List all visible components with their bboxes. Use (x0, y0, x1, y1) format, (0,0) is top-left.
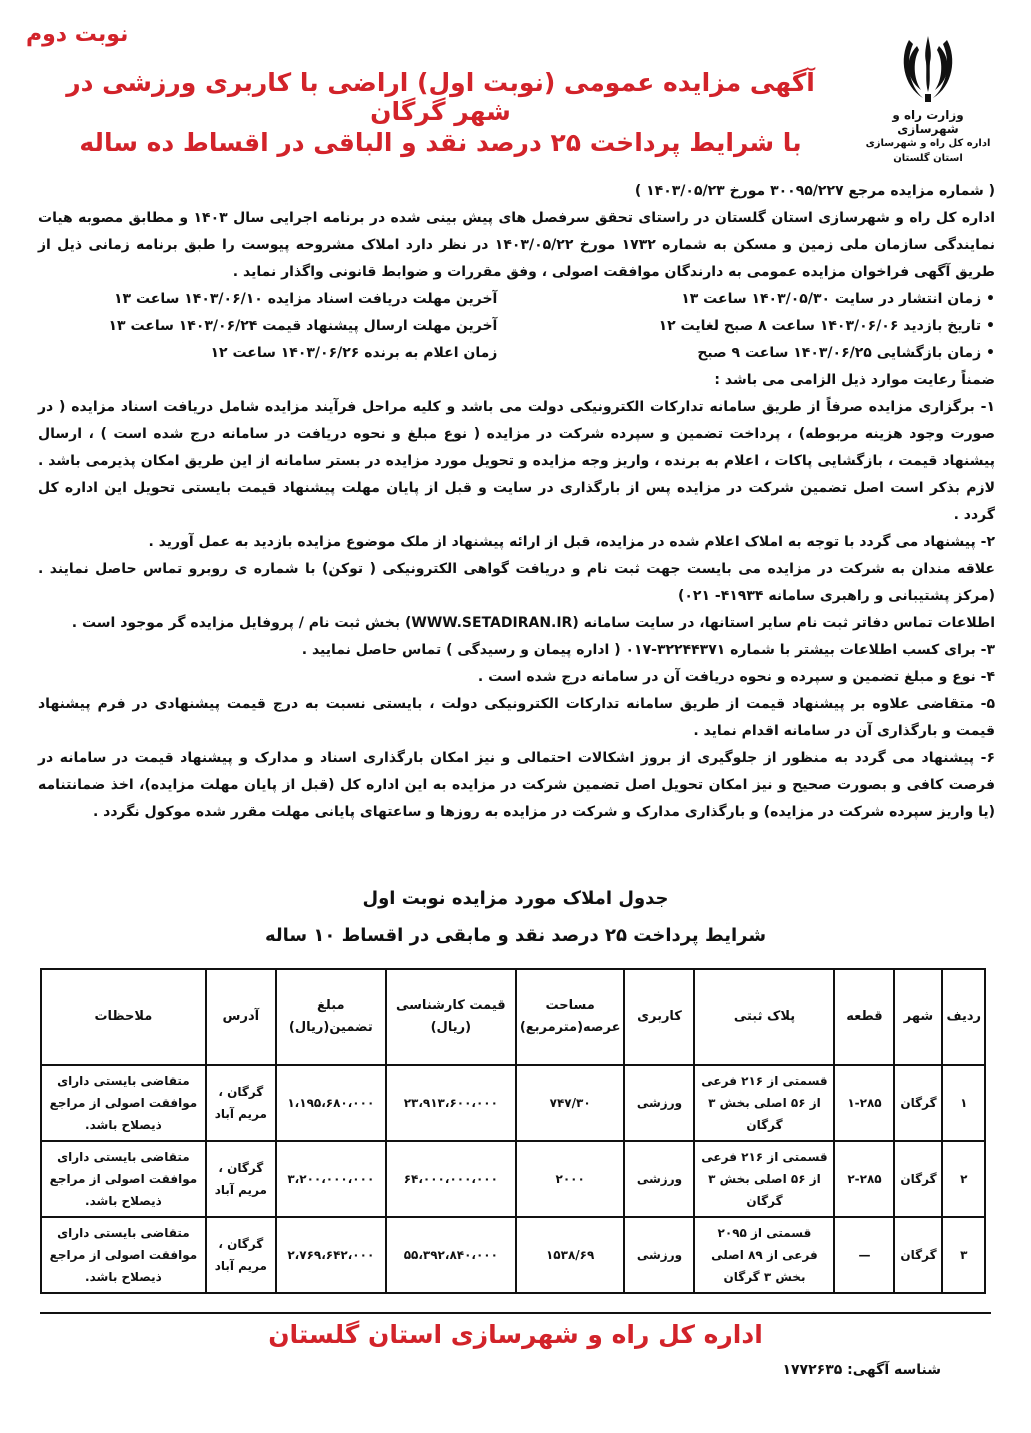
table-cell: ۷۴۷/۳۰ (516, 1065, 625, 1141)
table-cell: قسمتی از ۲۱۶ فرعی از ۵۶ اصلی بخش ۳ گرگان (694, 1141, 834, 1217)
condition-item: علاقه مندان به شرکت در مزایده می بایست جهت ثبت نام و دریافت گواهی الکترونیکی ( توکن) با شماره ی روبرو تماس حاصل نمایند . (مرکز پشتیبانی و راهبری سامانه ۴۱۹۳۴- ۰۲۱) (38, 561, 995, 604)
table-cell: ورزشی (624, 1217, 694, 1293)
condition-item: ۴- نوع و مبلغ تضمین و سپرده و نحوه دریافت آن در سامانه درج شده است . (477, 669, 995, 685)
table-cell: گرگان (894, 1141, 942, 1217)
table-cell: — (834, 1217, 894, 1293)
intro-paragraph: اداره کل راه و شهرسازی استان گلستان در راستای تحقق سرفصل های پیش بینی شده در برنامه اجرایی سال ۱۴۰۳ و مطابق مصوبه هیات نمایندگی سازمان ملی زمین و مسکن به شماره ۱۷۳۲ مورخ ۱۴۰۳/۰۵/۲۲ در نظر دارد املاک مشروحه پیوست را طبق برنامه زمانی ذیل از طریق آگهی فراخوان مزایده عمومی به دارندگان موافقت اصولی ، وفق مقررات و ضوابط قانونی واگذار نماید . (38, 210, 996, 280)
col-header: آدرس (206, 969, 276, 1065)
footer-divider (40, 1312, 991, 1314)
schedule-item: • تاریخ بازدید ۱۴۰۳/۰۶/۰۶ ساعت ۸ صبح لغایت ۱۲ (658, 318, 995, 334)
table-cell: ۱۵۳۸/۶۹ (516, 1217, 625, 1293)
property-table (40, 968, 986, 1294)
table-row (41, 1217, 985, 1293)
ad-body (38, 178, 995, 826)
table-row (41, 1141, 985, 1217)
condition-item: ۲- پیشنهاد می گردد با توجه به املاک اعلام شده در مزایده، قبل از ارائه پیشنهاد از ملک موضوع مزایده بازدید به عمل آورید . (148, 534, 995, 550)
ad-id: شناسه آگهی: ۱۷۷۲۶۳۵ (782, 1362, 941, 1378)
table-cell: ورزشی (624, 1065, 694, 1141)
table-cell: ۵۵،۳۹۲،۸۴۰،۰۰۰ (386, 1217, 516, 1293)
schedule-row (38, 340, 995, 367)
col-header: ملاحظات (41, 969, 206, 1065)
condition-item: ۳- برای کسب اطلاعات بیشتر با شماره ۳۲۲۴۴۳۷۱-۰۱۷ ( اداره پیمان و رسیدگی ) تماس حاصل نمایید . (301, 642, 995, 658)
col-header: قیمت کارشناسی (ریال) (386, 969, 516, 1065)
table-cell: ۱،۱۹۵،۶۸۰،۰۰۰ (276, 1065, 386, 1141)
condition-item: ۶- پیشنهاد می گردد به منظور از جلوگیری از بروز اشکالات احتمالی و نیز امکان بارگذاری اسناد و مدارک و پیشنهاد قیمت در سامانه در فرصت کافی و بصورت صحیح و نیز امکان تحویل اصل تضمین شرکت در مزایده به این اداره کل (قبل از پایان مهلت مزایده)، اخذ ضمانتنامه (یا واریز سپرده شرکت در مزایده) و بارگذاری مدارک و شرکت در مزایده به روزها و ساعتهای پایانی مهلت مقرر شده موکول نگردد . (38, 750, 995, 820)
col-header: مساحت عرصه(مترمربع) (516, 969, 625, 1065)
table-cell: ورزشی (624, 1141, 694, 1217)
table-cell: ۲۰۰۰ (516, 1141, 625, 1217)
table-row (41, 1065, 985, 1141)
iran-emblem-icon (899, 32, 957, 104)
condition-item: ۵- متقاضی علاوه بر پیشنهاد قیمت از طریق سامانه تدارکات الکترونیکی دولت ، بایستی نسبت به درج قیمت پیشنهادی در فرم پیشنهاد قیمت و بارگذاری آن در سامانه اقدام نماید . (38, 696, 995, 739)
table-cell: متقاضی بایستی دارای موافقت اصولی از مراجع ذیصلاح باشد. (41, 1141, 206, 1217)
table-cell: گرگان ، مریم آباد (206, 1141, 276, 1217)
ad-header (20, 10, 1011, 180)
table-cell: گرگان (894, 1065, 942, 1141)
schedule-item: • زمان انتشار در سایت ۱۴۰۳/۰۵/۳۰ ساعت ۱۳ (681, 291, 995, 307)
footer-organization: اداره کل راه و شهرسازی استان گلستان (268, 1320, 763, 1349)
table-cell: ۲ (942, 1141, 985, 1217)
ad-title-line2: با شرایط پرداخت ۲۵ درصد نقد و الباقی در اقساط ده ساله (79, 128, 802, 157)
col-header: کاربری (624, 969, 694, 1065)
table-cell: گرگان ، مریم آباد (206, 1217, 276, 1293)
table-header-row (41, 969, 985, 1065)
table-cell: ۲،۷۶۹،۶۴۲،۰۰۰ (276, 1217, 386, 1293)
schedule-item: آخرین مهلت ارسال پیشنهاد قیمت ۱۴۰۳/۰۶/۲۴ ساعت ۱۳ (108, 318, 498, 334)
round-tag: نوبت دوم (26, 22, 129, 47)
ad-title-line1: آگهی مزایده عمومی (نوبت اول) اراضی با کاربری ورزشی در شهر گرگان (66, 68, 815, 126)
schedule-row (38, 313, 995, 340)
reference-number: ( شماره مزایده مرجع ۳۰۰۹۵/۲۲۷ مورخ ۱۴۰۳/۰۵/۲۳ ) (634, 183, 995, 199)
table-cell: ۲-۲۸۵ (834, 1141, 894, 1217)
table-cell: قسمتی از ۲۰۹۵ فرعی از ۸۹ اصلی بخش ۳ گرگان (694, 1217, 834, 1293)
table-cell: ۶۴،۰۰۰،۰۰۰،۰۰۰ (386, 1141, 516, 1217)
table-cell: متقاضی بایستی دارای موافقت اصولی از مراجع ذیصلاح باشد. (41, 1065, 206, 1141)
table-title: جدول املاک مورد مزایده نوبت اول (362, 888, 669, 909)
condition-item: اطلاعات تماس دفاتر ثبت نام سایر استانها، در سایت سامانه (WWW.SETADIRAN.IR) بخش ثبت نام / پروفایل مزایده گر موجود است . (71, 615, 995, 631)
col-header: مبلغ تضمین(ریال) (276, 969, 386, 1065)
table-cell: ۱-۲۸۵ (834, 1065, 894, 1141)
col-header: شهر (894, 969, 942, 1065)
table-cell: ۳،۲۰۰،۰۰۰،۰۰۰ (276, 1141, 386, 1217)
requirements-note: ضمناً رعایت موارد ذیل الزامی می باشد : (714, 372, 995, 388)
ministry-name: وزارت راه و شهرسازی (892, 108, 964, 136)
schedule-item: • زمان بازگشایی ۱۴۰۳/۰۶/۲۵ ساعت ۹ صبح (697, 345, 995, 361)
col-header: ردیف (942, 969, 985, 1065)
ministry-emblem (863, 32, 993, 166)
table-cell: ۱ (942, 1065, 985, 1141)
dept-name-line1: اداره کل راه و شهرسازی (865, 138, 991, 149)
schedule-item: آخرین مهلت دریافت اسناد مزایده ۱۴۰۳/۰۶/۱۰ ساعت ۱۳ (113, 291, 498, 307)
schedule-item: زمان اعلام به برنده ۱۴۰۳/۰۶/۲۶ ساعت ۱۲ (210, 345, 498, 361)
table-subtitle: شرایط پرداخت ۲۵ درصد نقد و مابقی در اقساط ۱۰ ساله (264, 925, 767, 946)
col-header: پلاک ثبتی (694, 969, 834, 1065)
dept-name-line2: استان گلستان (893, 153, 963, 164)
table-cell: گرگان ، مریم آباد (206, 1065, 276, 1141)
condition-item: ۱- برگزاری مزایده صرفاً از طریق سامانه تدارکات الکترونیکی دولت می باشد و کلیه مراحل فرآیند مزایده شامل دریافت اسناد مزایده ( در صورت وجود هزینه مربوطه) ، پرداخت تضمین و سپرده شرکت در مزایده ( نوع مبلغ و نحوه دریافت در سامانه درج شده است ) ، ارسال پیشنهاد قیمت ، بازگشایی پاکات ، اعلام به برنده ، واریز وجه مزایده و تحویل مورد مزایده در بستر سامانه از این طریق امکان پذیرمی باشد . لازم بذکر است اصل تضمین شرکت در مزایده پس از بارگذاری در سایت و قبل از پایان مهلت پیشنهاد قیمت بایستی تحویل این اداره کل گردد . (38, 399, 995, 523)
table-cell: گرگان (894, 1217, 942, 1293)
schedule-row (38, 286, 995, 313)
table-cell: قسمتی از ۲۱۶ فرعی از ۵۶ اصلی بخش ۳ گرگان (694, 1065, 834, 1141)
table-cell: متقاضی بایستی دارای موافقت اصولی از مراجع ذیصلاح باشد. (41, 1217, 206, 1293)
table-cell: ۲۳،۹۱۳،۶۰۰،۰۰۰ (386, 1065, 516, 1141)
table-cell: ۳ (942, 1217, 985, 1293)
col-header: قطعه (834, 969, 894, 1065)
